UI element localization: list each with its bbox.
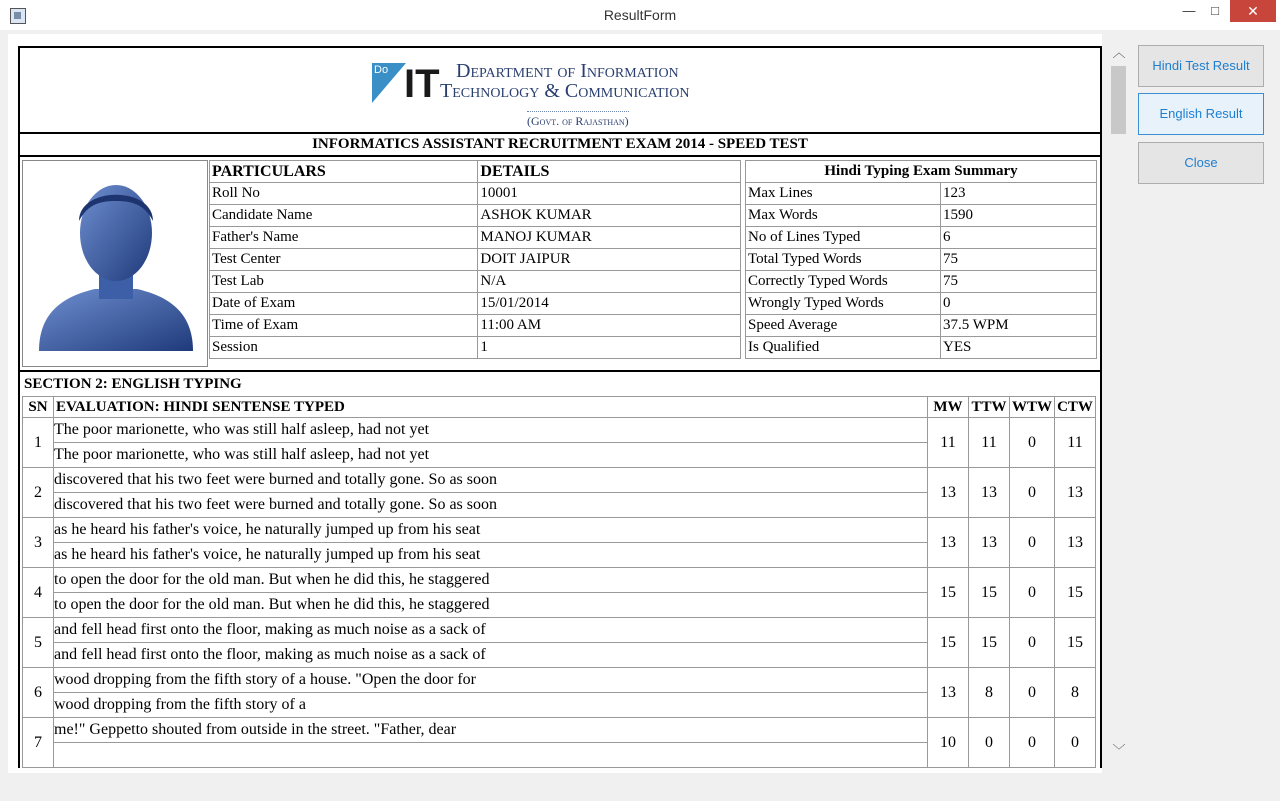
table-row: Is Qualified YES bbox=[746, 337, 1097, 359]
original-text: wood dropping from the fifth story of a house. "Open the door for bbox=[54, 671, 476, 688]
table-row: 2 discovered that his two feet were burned and totally gone. So as soon discovered that his two feet were burned and totally gone. So as soon 13 13 0 13 bbox=[23, 468, 1096, 518]
typed-text: discovered that his two feet were burned and totally gone. So as soon bbox=[54, 492, 927, 517]
original-text: as he heard his father's voice, he naturally jumped up from his seat bbox=[54, 521, 481, 538]
original-text: The poor marionette, who was still half asleep, had not yet bbox=[54, 421, 430, 438]
table-row: 1 The poor marionette, who was still half asleep, had not yet The poor marionette, who was still half asleep, had not yet 11 11 0 11 bbox=[23, 418, 1096, 468]
table-row: Correctly Typed Words 75 bbox=[746, 271, 1097, 293]
scroll-thumb[interactable] bbox=[1111, 66, 1126, 134]
table-row: Date of Exam 15/01/2014 bbox=[210, 293, 741, 315]
summary-table bbox=[745, 160, 1097, 359]
typed-text bbox=[54, 742, 927, 767]
candidate-info bbox=[20, 157, 1100, 372]
doit-logo: Do bbox=[372, 63, 410, 103]
original-text: and fell head first onto the floor, making as much noise as a sack of bbox=[54, 621, 486, 638]
table-row: Father's Name MANOJ KUMAR bbox=[210, 227, 741, 249]
bottom-bar bbox=[0, 773, 1280, 801]
table-row: Test Center DOIT JAIPUR bbox=[210, 249, 741, 271]
hindi-test-result-button[interactable]: Hindi Test Result bbox=[1138, 45, 1264, 87]
table-row: 7 me!" Geppetto shouted from outside in the street. "Father, dear 10 0 0 0 bbox=[23, 718, 1096, 768]
close-window-button[interactable]: ✕ bbox=[1230, 0, 1276, 22]
typed-text: and fell head first onto the floor, making as much noise as a sack of bbox=[54, 642, 927, 667]
vertical-scrollbar[interactable] bbox=[1108, 40, 1130, 770]
table-row: Time of Exam 11:00 AM bbox=[210, 315, 741, 337]
report-viewer[interactable] bbox=[8, 34, 1102, 774]
original-text: to open the door for the old man. But when he did this, he staggered bbox=[54, 571, 490, 588]
table-row: 4 to open the door for the old man. But when he did this, he staggered to open the door for the old man. But when he did this, he staggered 15 15 0 15 bbox=[23, 568, 1096, 618]
typed-text: The poor marionette, who was still half asleep, had not yet bbox=[54, 442, 927, 467]
minimize-button[interactable]: — bbox=[1182, 3, 1196, 18]
exam-title: INFORMATICS ASSISTANT RECRUITMENT EXAM 2014 - SPEED TEST bbox=[20, 134, 1100, 157]
table-row: Roll No 10001 bbox=[210, 183, 741, 205]
table-row: Speed Average 37.5 WPM bbox=[746, 315, 1097, 337]
scroll-up-icon[interactable]: ︿ bbox=[1112, 46, 1126, 61]
window-title: ResultForm bbox=[603, 7, 677, 23]
typed-text: as he heard his father's voice, he naturally jumped up from his seat bbox=[54, 542, 927, 567]
table-row: Wrongly Typed Words 0 bbox=[746, 293, 1097, 315]
table-header: SN EVALUATION: HINDI SENTENSE TYPED MW TTW WTW CTW bbox=[23, 397, 1096, 418]
original-text: me!" Geppetto shouted from outside in the street. "Father, dear bbox=[54, 721, 457, 738]
details-header: DETAILS bbox=[478, 161, 741, 183]
report-header bbox=[20, 48, 1100, 134]
department-line-1: Department of Information bbox=[456, 60, 679, 82]
table-row: Total Typed Words 75 bbox=[746, 249, 1097, 271]
english-result-button[interactable]: English Result bbox=[1138, 93, 1264, 135]
table-row: Session 1 bbox=[210, 337, 741, 359]
candidate-photo bbox=[22, 160, 208, 367]
table-row: 6 wood dropping from the fifth story of a house. "Open the door for wood dropping from the fifth story of a 13 8 0 8 bbox=[23, 668, 1096, 718]
scroll-down-icon[interactable]: ﹀ bbox=[1112, 744, 1126, 759]
section-title: SECTION 2: ENGLISH TYPING bbox=[24, 376, 242, 392]
typed-text: to open the door for the old man. But when he did this, he staggered bbox=[54, 592, 927, 617]
table-row: No of Lines Typed 6 bbox=[746, 227, 1097, 249]
particulars-table bbox=[209, 160, 741, 359]
report-page bbox=[18, 46, 1102, 768]
table-row: Max Words 1590 bbox=[746, 205, 1097, 227]
table-row: 5 and fell head first onto the floor, making as much noise as a sack of and fell head first onto the floor, making as much noise as a sack of 15 15 0 15 bbox=[23, 618, 1096, 668]
title-bar bbox=[0, 0, 1280, 30]
govt-label: (Govt. of Rajasthan) bbox=[527, 111, 629, 129]
table-row: Candidate Name ASHOK KUMAR bbox=[210, 205, 741, 227]
particulars-header: PARTICULARS bbox=[210, 161, 478, 183]
original-text: discovered that his two feet were burned and totally gone. So as soon bbox=[54, 471, 497, 488]
summary-title: Hindi Typing Exam Summary bbox=[746, 161, 1097, 183]
close-button[interactable]: Close bbox=[1138, 142, 1264, 184]
logo-it-text: IT bbox=[404, 62, 440, 106]
typed-text: wood dropping from the fifth story of a bbox=[54, 692, 927, 717]
evaluation-table bbox=[22, 396, 1096, 768]
table-row: Max Lines 123 bbox=[746, 183, 1097, 205]
avatar-icon bbox=[35, 171, 197, 356]
table-row: Test Lab N/A bbox=[210, 271, 741, 293]
table-row: 3 as he heard his father's voice, he naturally jumped up from his seat as he heard his father's voice, he naturally jumped up from his seat 13 13 0 13 bbox=[23, 518, 1096, 568]
department-line-2: Technology & Communication bbox=[440, 80, 690, 102]
maximize-button[interactable]: □ bbox=[1211, 3, 1219, 18]
